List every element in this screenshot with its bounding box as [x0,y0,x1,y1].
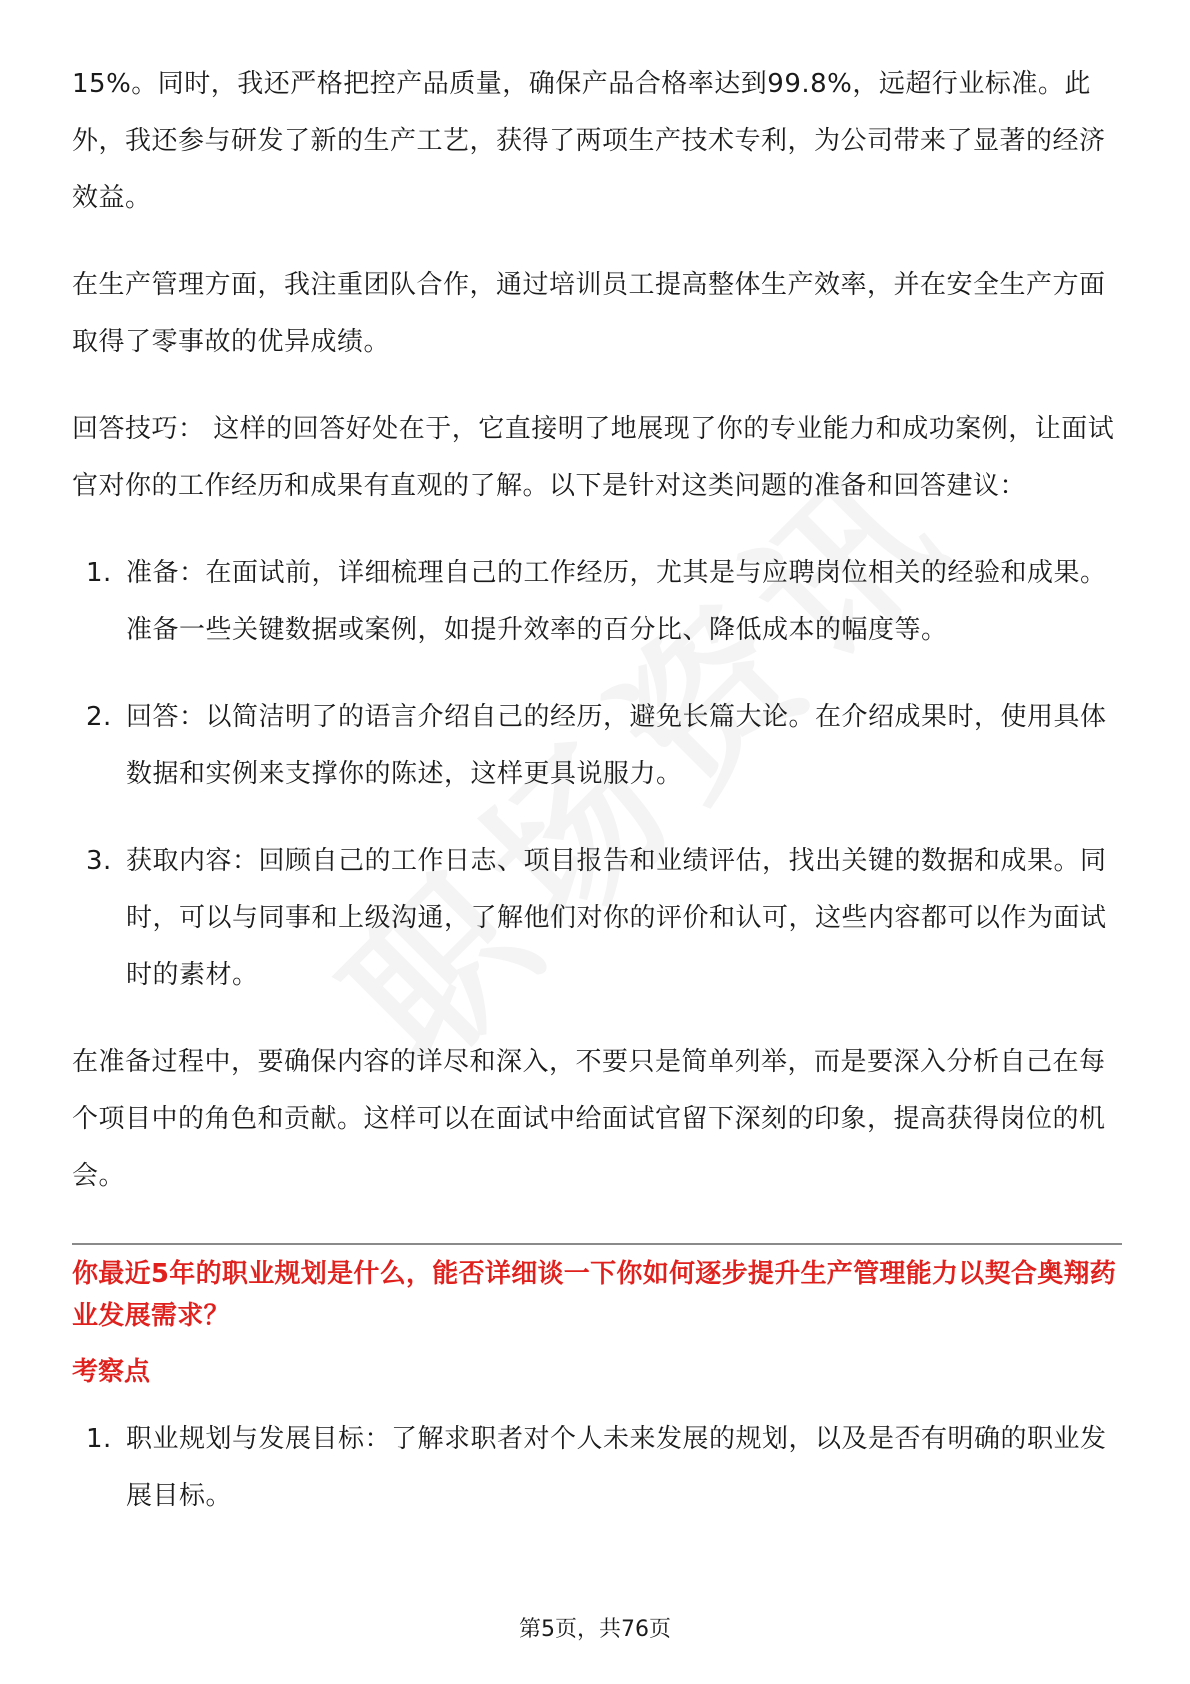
section-divider [72,1243,1122,1245]
list-number: 2. [86,702,112,732]
list-item-text: 准备：在面试前，详细梳理自己的工作经历，尤其是与应聘岗位相关的经验和成果。准备一些关键数据或案例，如提升效率的百分比、降低成本的幅度等。 [126,558,1107,645]
list-item [72,545,1122,659]
list-number: 1. [86,1424,112,1454]
section-title: 考察点 [72,1357,151,1387]
list-item [72,1411,1122,1525]
list-number: 3. [86,846,112,876]
list-item-text: 职业规划与发展目标：了解求职者对个人未来发展的规划，以及是否有明确的职业发展目标。 [126,1424,1107,1511]
paragraph-management: 在生产管理方面，我注重团队合作，通过培训员工提高整体生产效率，并在安全生产方面取得了零事故的优异成绩。 [72,270,1106,357]
list-item [72,689,1122,803]
page-footer: 第5页，共76页 [519,1617,671,1642]
list-item-text: 获取内容：回顾自己的工作日志、项目报告和业绩评估，找出关键的数据和成果。同时，可以与同事和上级沟通，了解他们对你的评价和认可，这些内容都可以作为面试时的素材。 [126,846,1107,990]
question-heading: 你最近5年的职业规划是什么，能否详细谈一下你如何逐步提升生产管理能力以契合奥翔药业发展需求？ [72,1259,1117,1331]
paragraph-answer-tips: 回答技巧： 这样的回答好处在于，它直接明了地展现了你的专业能力和成功案例，让面试官对你的工作经历和成果有直观的了解。以下是针对这类问题的准备和回答建议： [72,414,1115,501]
list-item-text: 回答：以简洁明了的语言介绍自己的经历，避免长篇大论。在介绍成果时，使用具体数据和实例来支撑你的陈述，这样更具说服力。 [126,702,1107,789]
points-list [72,1411,1122,1525]
list-item [72,833,1122,1004]
paragraph-achievements: 15%。同时，我还严格把控产品质量，确保产品合格率达到99.8%，远超行业标准。此外，我还参与研发了新的生产工艺，获得了两项生产技术专利，为公司带来了显著的经济效益。 [72,69,1106,213]
paragraph-preparation: 在准备过程中，要确保内容的详尽和深入，不要只是简单列举，而是要深入分析自己在每个项目中的角色和贡献。这样可以在面试中给面试官留下深刻的印象，提高获得岗位的机会。 [72,1047,1106,1191]
list-number: 1. [86,558,112,588]
tips-list [72,545,1122,1004]
page-content [72,56,1122,1555]
